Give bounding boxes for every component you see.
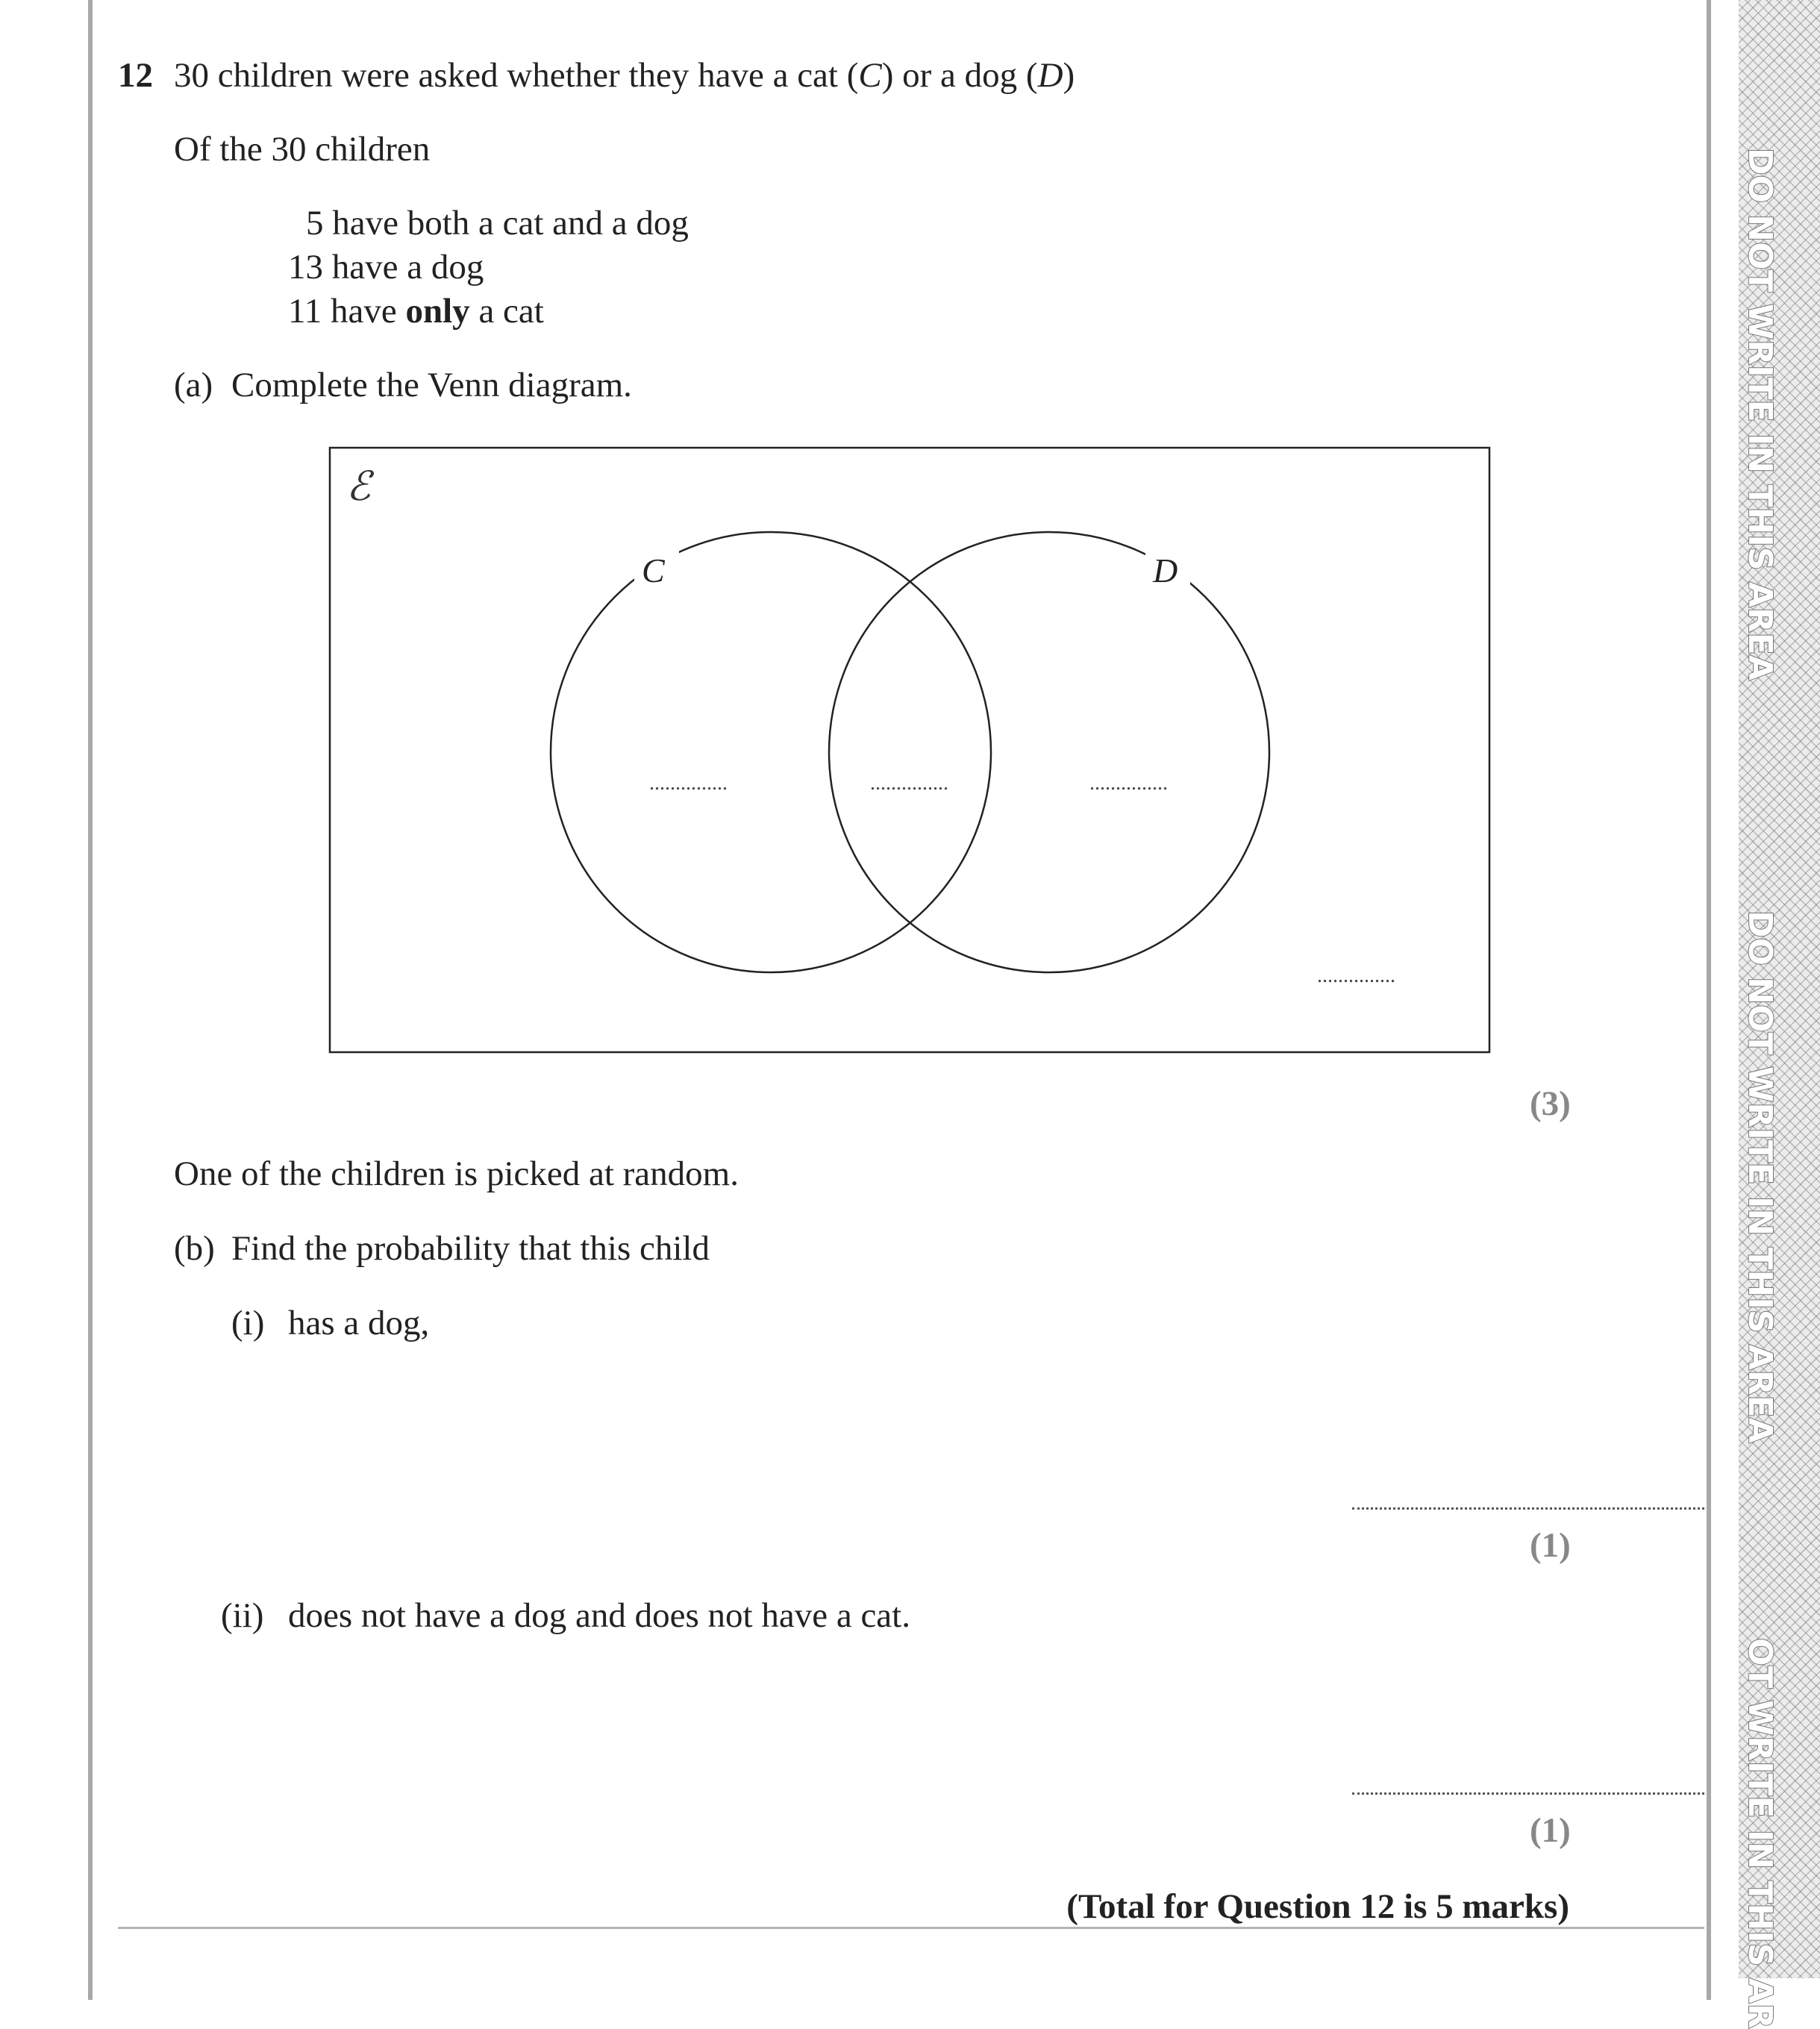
set-d-label: D bbox=[1153, 551, 1178, 590]
part-a-text: Complete the Venn diagram. bbox=[231, 366, 632, 404]
set-c-label: C bbox=[642, 551, 665, 590]
venn-diagram bbox=[328, 446, 1491, 1054]
variable-d: D bbox=[1037, 56, 1063, 95]
question-number: 12 bbox=[118, 56, 153, 95]
fact-both: 5 have both a cat and a dog bbox=[306, 204, 689, 243]
set-d-circle bbox=[829, 532, 1269, 972]
question-stem: 30 children were asked whether they have a cat (C) or a dog (D) bbox=[174, 56, 1075, 95]
blank-d-only[interactable]: ............... bbox=[1089, 772, 1168, 795]
intro-text: Of the 30 children bbox=[174, 130, 431, 169]
answer-line-b-ii[interactable] bbox=[1352, 1792, 1704, 1795]
part-a-marks: (3) bbox=[1530, 1084, 1571, 1123]
margin-warning-1: DO NOT WRITE IN THIS AREA bbox=[1741, 148, 1779, 681]
universal-set-box bbox=[330, 448, 1489, 1052]
blank-neither[interactable]: ............... bbox=[1317, 964, 1395, 987]
fact-dog: 13 have a dog bbox=[288, 248, 484, 287]
variable-c: C bbox=[858, 56, 882, 95]
margin-warning-3: OT WRITE IN THIS AR bbox=[1741, 1638, 1779, 2029]
part-a-label: (a) bbox=[174, 366, 213, 404]
part-b-ii-label: (ii) bbox=[221, 1596, 264, 1635]
part-b-ii-text: does not have a dog and does not have a cat. bbox=[288, 1596, 910, 1635]
margin-warning-2: DO NOT WRITE IN THIS AREA bbox=[1741, 910, 1779, 1443]
part-b-text: Find the probability that this child bbox=[231, 1229, 710, 1268]
total-marks: (Total for Question 12 is 5 marks) bbox=[1066, 1887, 1569, 1926]
picked-text: One of the children is picked at random. bbox=[174, 1154, 739, 1193]
fact-only-cat: 11 have only a cat bbox=[288, 292, 544, 331]
universal-set-symbol: ℰ bbox=[346, 464, 371, 509]
part-b-i-label: (i) bbox=[231, 1304, 265, 1342]
part-b-i-text: has a dog, bbox=[288, 1304, 430, 1342]
bottom-rule bbox=[118, 1927, 1704, 1929]
part-b-i-marks: (1) bbox=[1530, 1526, 1571, 1565]
answer-line-b-i[interactable] bbox=[1352, 1507, 1704, 1510]
blank-c-only[interactable]: ............... bbox=[649, 772, 728, 795]
part-b-ii-marks: (1) bbox=[1530, 1811, 1571, 1850]
set-c-circle bbox=[551, 532, 991, 972]
blank-c-and-d[interactable]: ............... bbox=[870, 772, 948, 795]
part-b-label: (b) bbox=[174, 1229, 215, 1268]
